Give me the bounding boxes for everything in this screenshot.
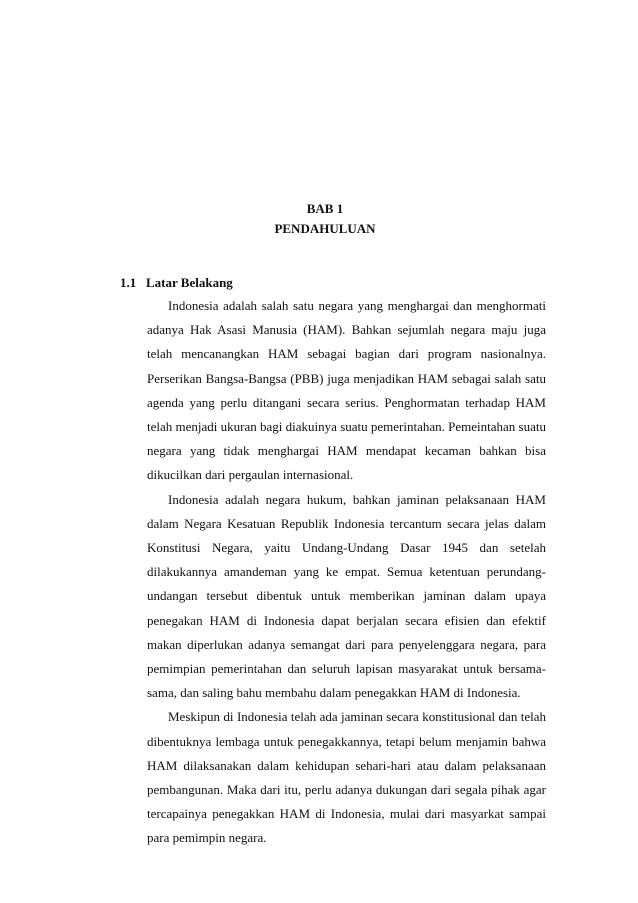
paragraph: Meskipun di Indonesia telah ada jaminan secara konstitusional dan telah dibentuknya lembaga untuk penegakkannya, tetapi belum menjamin bahwa HAM dilaksanakan dalam kehidupan sehari-hari atau dalam pelaksanaan pembangunan. Maka dari itu, perlu adanya dukungan dari segala pihak agar tercapainya penegakkan HAM di Indonesia, mulai dari masyarkat sampai para pemimpin negara. [147, 709, 546, 846]
body-text [147, 294, 546, 851]
paragraph: Indonesia adalah salah satu negara yang menghargai dan menghormati adanya Hak Asasi Manusia (HAM). Bahkan sejumlah negara maju juga telah mencanangkan HAM sebagai bagian dari program nasionalnya. Perserikan Bangsa-Bangsa (PBB) juga menjadikan HAM sebagai salah satu agenda yang perlu ditangani secara serius. Penghormatan terhadap HAM telah menjadi ukuran bagi diakuinya suatu pemerintahan. Pemeintahan suatu negara yang tidak menghargai HAM mendapat kecaman bahkan bisa dikucilkan dari pergaulan internasional. [147, 298, 546, 483]
section-title: Latar Belakang [146, 275, 233, 290]
chapter-title: PENDAHULUAN [274, 221, 376, 236]
paragraph: Indonesia adalah negara hukum, bahkan jaminan pelaksanaan HAM dalam Negara Kesatuan Republik Indonesia tercantum secara jelas dalam Konstitusi Negara, yaitu Undang-Undang Dasar 1945 dan setelah dilakukannya amandeman yang ke empat. Semua ketentuan perundang-undangan tersebut dibentuk untuk memberikan jaminan dalam upaya penegakan HAM di Indonesia dapat berjalan secara efisien dan efektif makan diperlukan adanya semangat dari para penyelenggara negara, para pemimpian pemerintahan dan seluruh lapisan masyarakat untuk bersama-sama, dan saling bahu membahu dalam penegakkan HAM di Indonesia. [147, 491, 546, 701]
section-number: 1.1 [120, 275, 137, 290]
chapter-number: BAB 1 [306, 201, 344, 216]
section-heading [120, 274, 233, 292]
